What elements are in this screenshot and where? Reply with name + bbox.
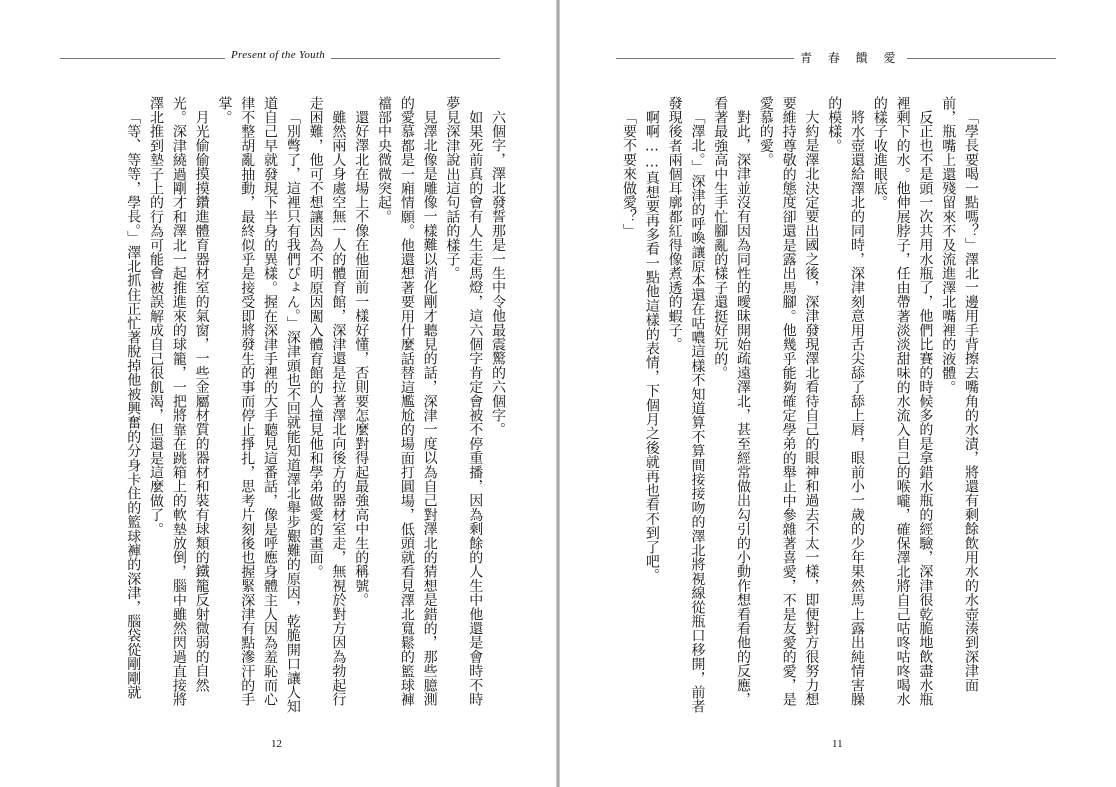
left-header-title: Present of the Youth xyxy=(225,49,331,61)
left-page-number: 12 xyxy=(271,738,282,750)
paragraph: 大約是澤北決定要出國之後，深津發現澤北看待自己的眼神和過去不太一樣，即便對方很努力想要維持尊敬的態度卻還是露出馬腳。他幾乎能夠確定學弟的舉止中參雜著喜愛，不是友愛的愛，是愛慕的愛。 xyxy=(757,96,820,707)
right-page xyxy=(560,0,1116,787)
paragraph: 見澤北像是雕像一樣難以消化剛才聽見的話，深津一度以為自己對澤北的猜想是錯的，那些臆測的愛慕都是一廂情願。他還想著要用什麼話替這尷尬的場面打圓場，低頭就看見澤北寬鬆的籃球褲襠部中央微微突起。 xyxy=(376,96,438,707)
left-page xyxy=(0,0,556,787)
paragraph: 反正也不是頭一次共用水瓶了，他們比賽的時候多的是拿錯水瓶的經驗，深津很乾脆地飲盡水瓶裡剩下的水。他伸展脖子，任由帶著淡淡甜味的水流入自己的喉嚨，確保澤北將自己咕咚咕咚喝水的樣子收進眼底。 xyxy=(871,96,934,707)
left-body-text xyxy=(84,96,509,716)
paragraph: 「學長要喝一點嗎？」澤北一邊用手背擦去嘴角的水漬，將還有剩餘飲用水的水壺湊到深津面前，瓶嘴上還殘留來不及流進澤北嘴裡的液體。 xyxy=(940,96,979,693)
paragraph: 雖然兩人身處空無一人的體育館，深津還是拉著澤北向後方的器材室走，無視於對方因為勃起行走困難，他可不想讓因為不明原因闖入體育館的人撞見他和學弟做愛的畫面。 xyxy=(307,96,347,707)
paragraph: 「別彆了，這裡只有我們ぴょん。」深津頭也不回就能知道澤北舉步艱難的原因，乾脆開口讓人知道自己早就發現下半身的異樣。握在深津手裡的大手聽見這番話，像是呼應身體主人因為羞恥而心律不整胡亂抽動，最終似乎是接受即將發生的事而停止掙扎，思考片刻後也握緊深津有點滲汗的手掌。 xyxy=(216,96,301,714)
paragraph: 「要不要來做愛？」 xyxy=(621,110,638,238)
paragraph: 將水壺還給澤北的同時，深津刻意用舌尖舔了舔上唇，眼前小一歲的少年果然馬上露出純情害臊的模樣。 xyxy=(826,96,866,707)
paragraph: 對此，深津並沒有因為同性的曖昧開始疏遠澤北，甚至經常做出勾引的小動作想看看他的反應，看著最強高中生手忙腳亂的樣子還挺好玩的。 xyxy=(712,96,752,707)
paragraph: 「澤北。」深津的呼喚讓原本還在咕噥這樣不知道算不算間接接吻的澤北將視線從瓶口移開，前者發現後者兩個耳廓都紅得像煮透的蝦子。 xyxy=(666,96,706,714)
paragraph: 還好澤北在場上不像在他面前一樣好懂，否則要怎麼對得起最強高中生的稱號。 xyxy=(353,110,370,607)
right-body-text xyxy=(618,96,982,716)
paragraph: 六個字，澤北發誓那是一生中令他最震驚的六個字。 xyxy=(490,110,506,437)
right-page-number: 11 xyxy=(832,738,843,750)
paragraph: 月光偷偷摸摸鑽進體育器材室的氣窗，一些金屬材質的器材和裝有球類的鐵籠反射微弱的自然光。深津繞過剛才和澤北一起推進來的球籠，一把將靠在跳箱上的軟墊放倒，腦中雖然閃過直接將澤北推到墊子上的行為可能會被誤解成自己很飢渴，但還是這麼做了。 xyxy=(148,96,210,707)
right-header-title: 青 春 饋 愛 xyxy=(794,49,907,66)
paragraph: 如果死前真的會有人生走馬燈，這六個字肯定會被不停重播，因為剩餘的人生中他還是會時不時夢見深津說出這句話的樣子。 xyxy=(444,96,484,707)
paragraph: 啊啊……真想要再多看一點他這樣的表情，下個月之後就再也看不到了吧。 xyxy=(643,110,660,583)
paragraph: 「等、等等，學長。」澤北抓住正忙著脫掉他被興奮的分身卡住的籃球褲的深津，腦袋從剛剛就 xyxy=(125,110,142,700)
